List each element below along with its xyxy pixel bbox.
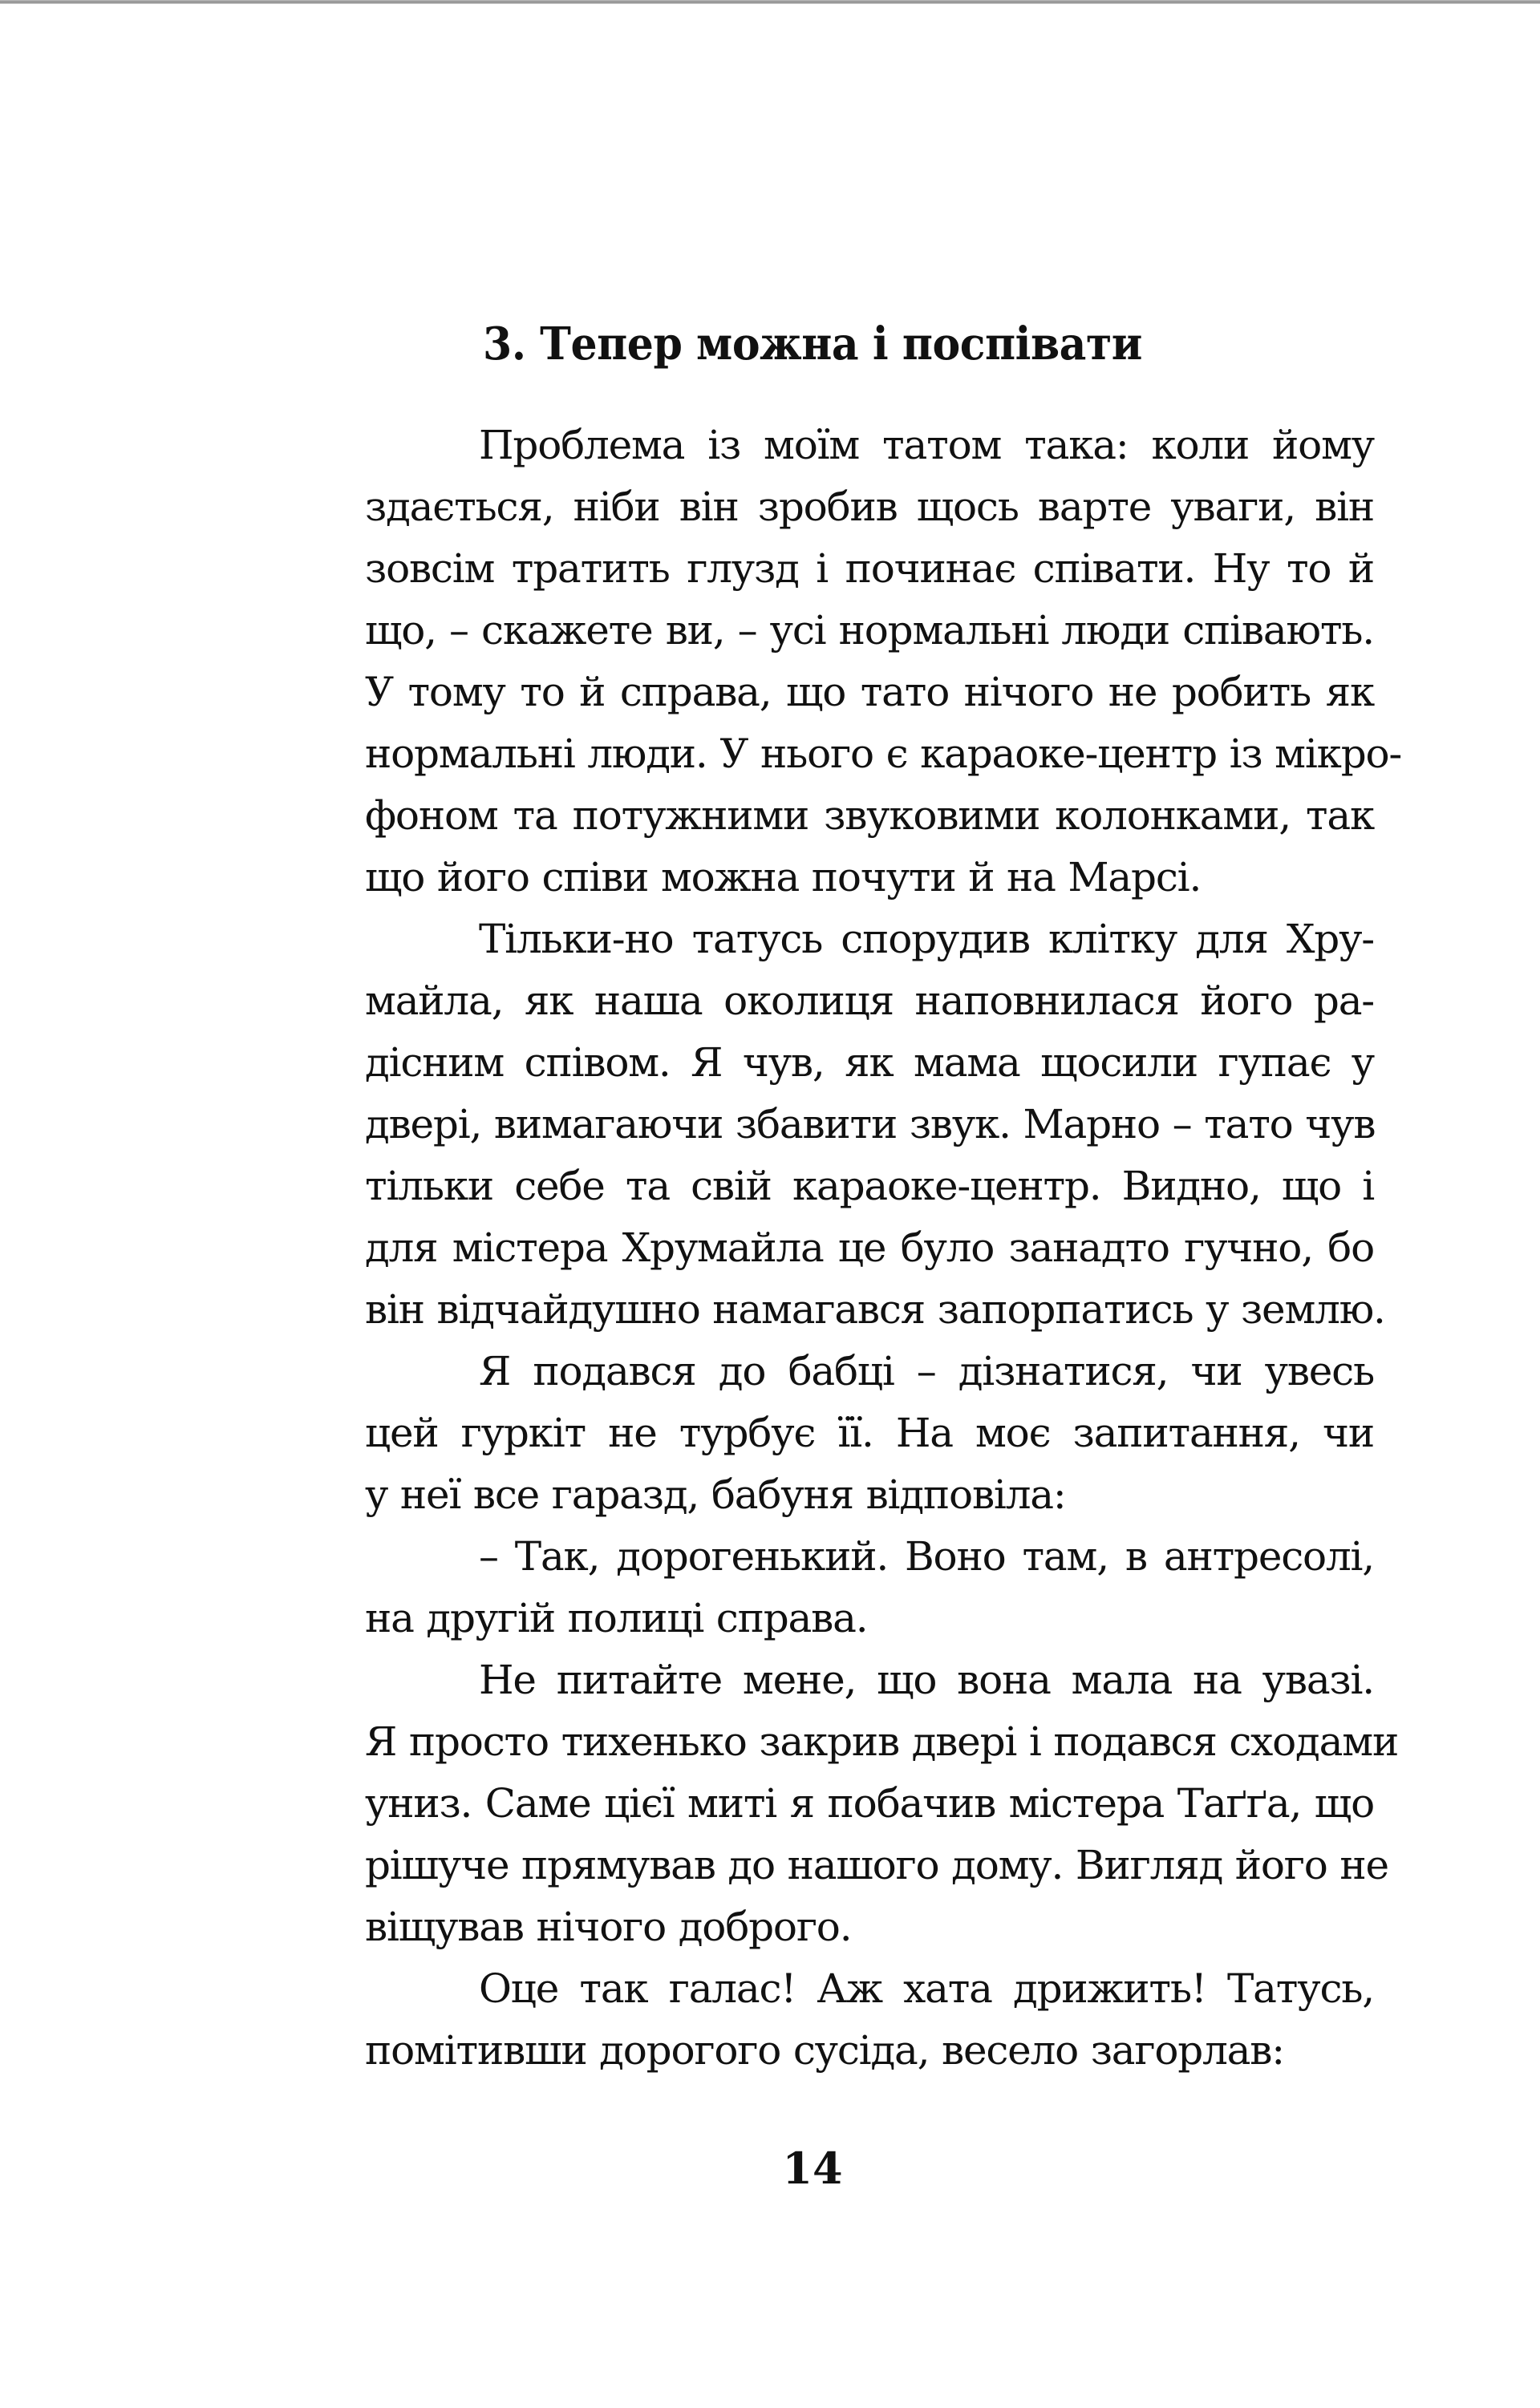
text-line: для містера Хрумайла це було занадто гучно, бо — [365, 1224, 1374, 1271]
text-line: нормальні люди. У нього є караоке-центр із мікро- — [365, 730, 1402, 777]
text-line: помітивши дорогого сусіда, весело загорлав: — [365, 2027, 1284, 2074]
text-line: Тільки-но татусь спорудив клітку для Хру- — [479, 916, 1374, 962]
text-line: цей гуркіт не турбує її. На моє запитання, чи — [365, 1410, 1374, 1456]
chapter-title: 3. Тепер можна і поспівати — [483, 317, 1142, 370]
text-line: дісним співом. Я чув, як мама щосили гупає у — [365, 1039, 1374, 1086]
page-number: 14 — [782, 2143, 843, 2194]
text-line: Проблема із моїм татом така: коли йому — [479, 422, 1374, 468]
text-line: здається, ніби він зробив щось варте уваги, він — [365, 484, 1374, 530]
text-line: на другій полиці справа. — [365, 1595, 868, 1641]
text-line: двері, вимагаючи збавити звук. Марно – тато чув — [365, 1101, 1376, 1147]
dialogue-paragraph — [251, 1526, 1374, 1649]
text-line: у неї все гаразд, бабуня відповіла: — [365, 1471, 1066, 1518]
text-line: що його співи можна почути й на Марсі. — [365, 854, 1202, 900]
text-line: У тому то й справа, що тато нічого не робить як — [365, 669, 1374, 715]
window-top-border — [0, 0, 1540, 4]
text-line: Я просто тихенько закрив двері і подався сходами — [365, 1718, 1399, 1765]
text-line: рішуче прямував до нашого дому. Вигляд його не — [365, 1842, 1388, 1888]
text-line: майла, як наша околиця наповнилася його ра- — [365, 977, 1374, 1024]
text-line: що, – скажете ви, – усі нормальні люди співають. — [365, 607, 1374, 654]
paragraph — [251, 415, 1402, 909]
text-line: – Так, дорогенький. Воно там, в антресолі, — [479, 1533, 1374, 1580]
paragraph — [251, 1649, 1399, 1958]
body-text — [251, 415, 1402, 2082]
paragraph — [251, 909, 1385, 1341]
text-line: Не питайте мене, що вона мала на увазі. — [479, 1657, 1374, 1703]
text-line: віщував нічого доброго. — [365, 1904, 852, 1950]
text-line: фоном та потужними звуковими колонками, так — [365, 792, 1374, 839]
text-line: Оце так галас! Аж хата дрижить! Татусь, — [479, 1965, 1374, 2012]
text-line: тільки себе та свій караоке-центр. Видно, що і — [365, 1163, 1374, 1209]
text-line: зовсім тратить глузд і починає співати. Ну то й — [365, 545, 1374, 592]
paragraph — [251, 1341, 1374, 1526]
text-line: він відчайдушно намагався запорпатись у землю. — [365, 1286, 1385, 1333]
paragraph — [251, 1958, 1374, 2082]
text-line: униз. Саме цієї миті я побачив містера Таґґа, що — [365, 1780, 1374, 1827]
text-line: Я подався до бабці – дізнатися, чи увесь — [479, 1348, 1374, 1394]
